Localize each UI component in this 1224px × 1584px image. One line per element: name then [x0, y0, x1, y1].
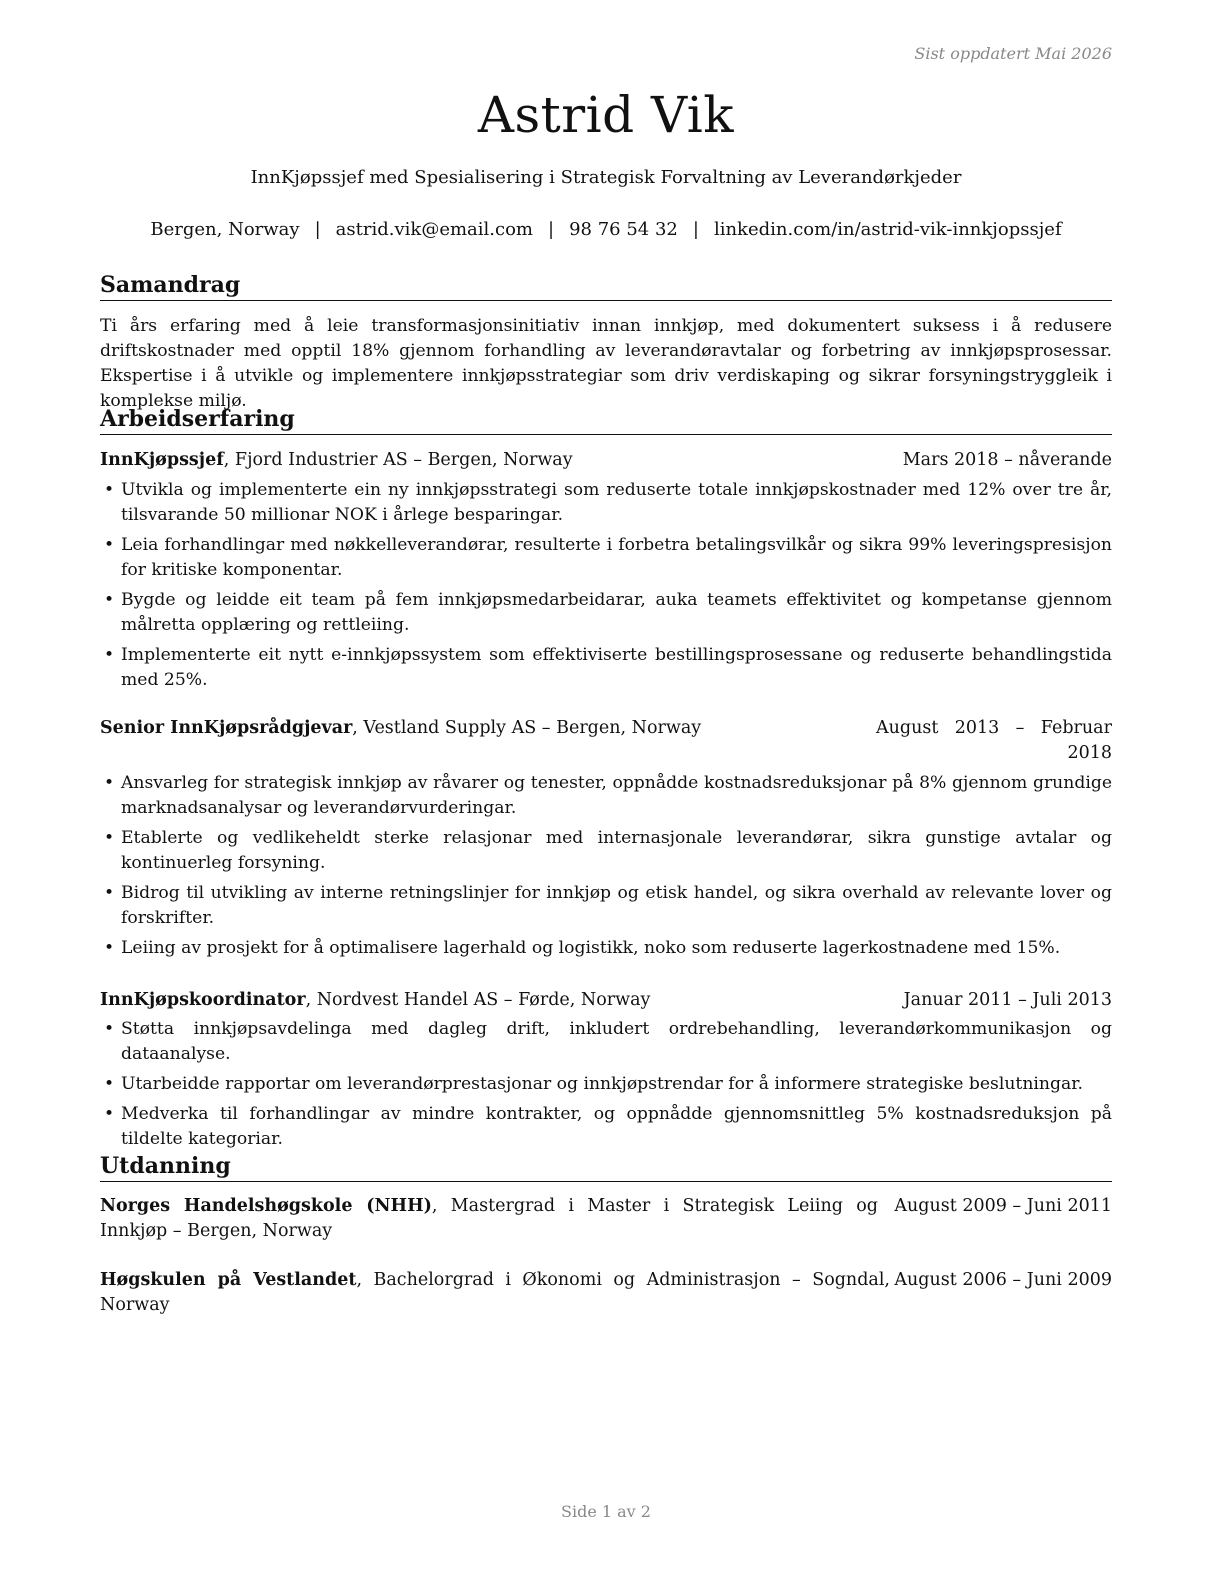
resume-page [100, 0, 1112, 1584]
bullet-icon: • [104, 883, 115, 903]
contact-location: Bergen, Norway [150, 219, 300, 240]
bullet-item [100, 771, 1112, 821]
bullet-text: Medverka til forhandlingar av mindre kontrakter, og oppnådde gjennomsnittleg 5% kostnadsreduksjon på tildelte kategoriar. [121, 1104, 1112, 1149]
education-text [100, 1268, 890, 1318]
job-bullets [100, 1017, 1112, 1157]
bullet-icon: • [104, 645, 115, 665]
bullet-text: Leia forhandlingar med nøkkelleverandørar, resulterte i forbetra betalingsvilkår og sikra 99% leveringspresisjon for kritiske komponentar. [121, 535, 1112, 580]
last-updated: Sist oppdatert Mai 2026 [914, 44, 1112, 63]
contact-email[interactable]: astrid.vik@email.com [335, 219, 533, 240]
bullet-text: Ansvarleg for strategisk innkjøp av råvarer og tenester, oppnådde kostnadsreduksjonar på 8% gjennom grundige marknadsanalysar og leverandørvurderingar. [121, 773, 1112, 818]
bullet-text: Støtta innkjøpsavdelinga med dagleg drift, inkludert ordrebehandling, leverandørkommunikasjon og dataanalyse. [121, 1019, 1112, 1064]
bullet-item [100, 826, 1112, 876]
bullet-icon: • [104, 535, 115, 555]
job-dates: Januar 2011 – Juli 2013 [903, 990, 1112, 1010]
bullet-icon: • [104, 938, 115, 958]
bullet-icon: • [104, 1074, 115, 1094]
section-heading-experience: Arbeidserfaring [100, 405, 1112, 435]
bullet-text: Etablerte og vedlikeheldt sterke relasjonar med internasjonale leverandørar, sikra gunstige avtalar og kontinuerleg forsyning. [121, 828, 1112, 873]
job-company: , Vestland Supply AS – Bergen, Norway [352, 718, 702, 738]
job-bullets [100, 478, 1112, 698]
tagline: InnKjøpssjef med Spesialisering i Strategisk Forvaltning av Leverandørkjeder [250, 167, 962, 188]
bullet-text: Utarbeidde rapportar om leverandørprestasjonar og innkjøpstrendar for å informere strategiske beslutningar. [121, 1074, 1083, 1094]
job-title: InnKjøpssjef [100, 450, 224, 470]
education-school: Høgskulen på Vestlandet [100, 1270, 357, 1290]
job-title: InnKjøpskoordinator [100, 990, 306, 1010]
contact-separator: | [548, 219, 555, 240]
candidate-name: Astrid Vik [477, 86, 735, 144]
contact-separator: | [692, 219, 699, 240]
education-degree: , Bachelorgrad i Økonomi og Administrasjon – Sogndal, Norway [100, 1270, 890, 1315]
contact-phone: 98 76 54 32 [569, 219, 678, 240]
education-school: Norges Handelshøgskole (NHH) [100, 1196, 432, 1216]
job-bullets [100, 771, 1112, 966]
bullet-icon: • [104, 1019, 115, 1039]
job-company: , Nordvest Handel AS – Førde, Norway [305, 990, 651, 1010]
education-dates: August 2009 – Juni 2011 [894, 1196, 1112, 1216]
contact-linkedin[interactable]: linkedin.com/in/astrid-vik-innkjopssjef [713, 219, 1062, 240]
job-role-line [100, 716, 701, 741]
bullet-item [100, 881, 1112, 931]
bullet-text: Bygde og leidde eit team på fem innkjøpsmedarbeidarar, auka teamets effektivitet og kompetanse gjennom målretta opplæring og rettleiing. [121, 590, 1112, 635]
bullet-icon: • [104, 773, 115, 793]
bullet-item [100, 478, 1112, 528]
bullet-text: Implementerte eit nytt e-innkjøpssystem som effektiviserte bestillingsprosessane og reduserte behandlingstida med 25%. [121, 645, 1112, 690]
bullet-item [100, 1102, 1112, 1152]
job-dates: Mars 2018 – nåverande [902, 450, 1112, 470]
bullet-icon: • [104, 828, 115, 848]
contact-line [100, 219, 1112, 240]
bullet-text: Leiing av prosjekt for å optimalisere lagerhald og logistikk, noko som reduserte lagerkostnadene med 15%. [121, 938, 1061, 958]
bullet-item [100, 588, 1112, 638]
section-heading-summary: Samandrag [100, 271, 1112, 301]
job-role-line [100, 448, 573, 473]
bullet-icon: • [104, 480, 115, 500]
education-degree: , Mastergrad i Master i Strategisk Leiing og Innkjøp – Bergen, Norway [100, 1196, 878, 1241]
job-company: , Fjord Industrier AS – Bergen, Norway [223, 450, 573, 470]
education-dates: August 2006 – Juni 2009 [894, 1270, 1112, 1290]
bullet-item [100, 1017, 1112, 1067]
bullet-icon: • [104, 1104, 115, 1124]
bullet-item [100, 936, 1112, 961]
bullet-item [100, 533, 1112, 583]
bullet-text: Bidrog til utvikling av interne retningslinjer for innkjøp og etisk handel, og sikra overhald av relevante lover og forskrifter. [121, 883, 1112, 928]
job-title: Senior InnKjøpsrådgjevar [100, 718, 353, 738]
contact-separator: | [314, 219, 321, 240]
bullet-text: Utvikla og implementerte ein ny innkjøpsstrategi som reduserte totale innkjøpskostnader med 12% over tre år, tilsvarande 50 millionar NOK i årlege besparingar. [121, 480, 1112, 525]
summary-text: Ti års erfaring med å leie transformasjonsinitiativ innan innkjøp, med dokumentert suksess i å redusere driftskostnader med opptil 18% gjennom forhandling av leverandøravtalar og forbetring av innkjøpsprosessar. Ekspertise i å utvikle og implementere innkjøpsstrategiar som driv verdiskaping og sikrar forsyningstryggleik i komplekse miljø. [100, 316, 1112, 411]
bullet-icon: • [104, 590, 115, 610]
education-text [100, 1194, 878, 1244]
bullet-item [100, 643, 1112, 693]
job-dates: August 2013 – Februar 2018 [876, 718, 1112, 763]
job-role-line [100, 988, 650, 1013]
section-heading-education: Utdanning [100, 1152, 1112, 1182]
page-indicator: Side 1 av 2 [561, 1502, 651, 1521]
bullet-item [100, 1072, 1112, 1097]
